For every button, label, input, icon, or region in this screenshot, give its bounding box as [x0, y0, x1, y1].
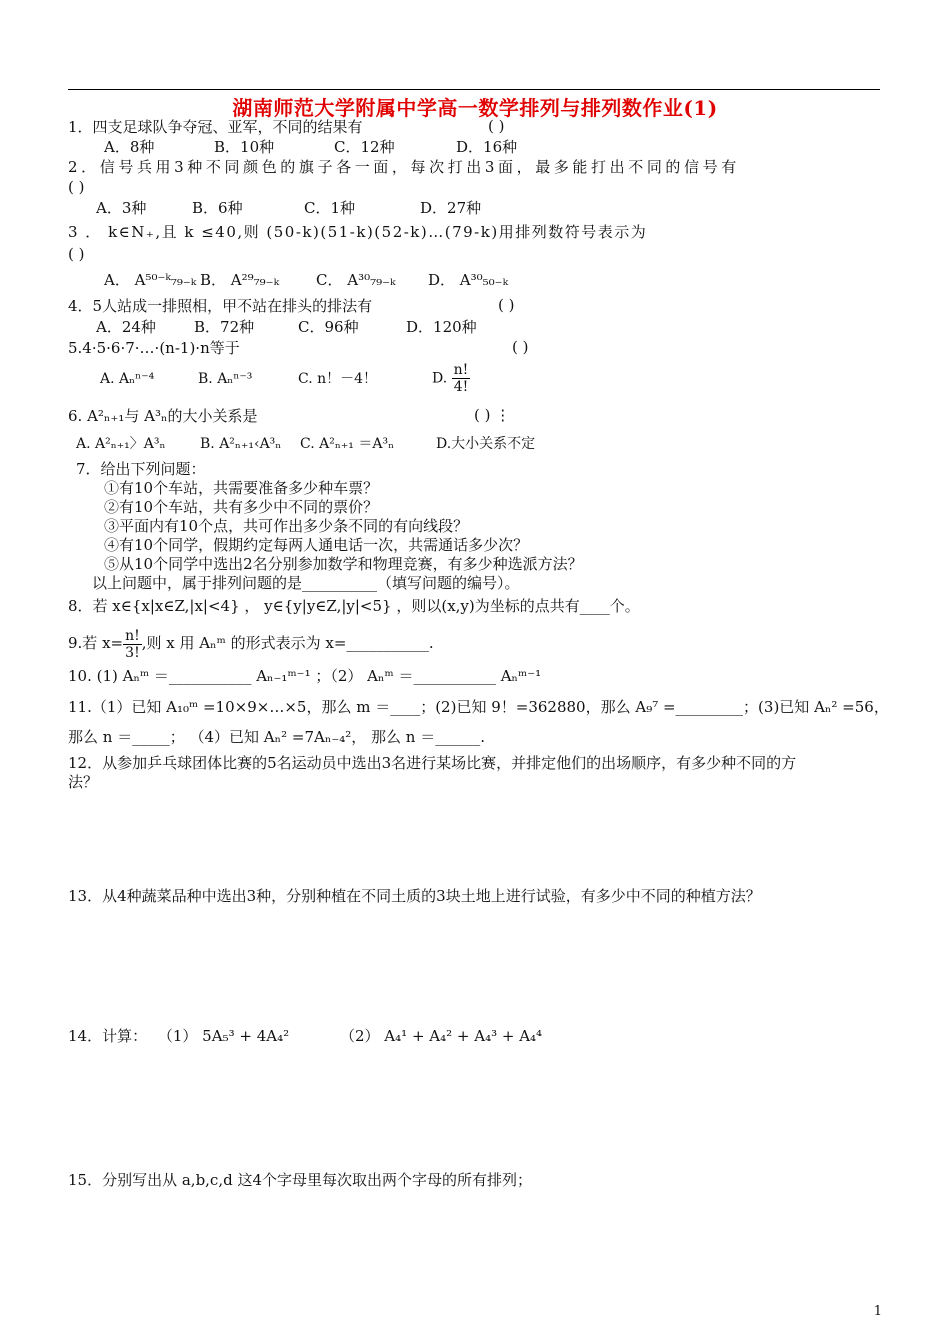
page-number: 1 [873, 1304, 882, 1319]
question-6: 6. A²ₙ₊₁与 A³ₙ的大小关系是 [68, 407, 258, 425]
question-1: 1．四支足球队争夺冠、亚军，不同的结果有 [68, 118, 363, 136]
question-2-options [96, 198, 481, 218]
option-b: B. A²ₙ₊₁‹A³ₙ [200, 436, 282, 452]
question-2-answer-paren: ( ) [68, 178, 85, 196]
option-b: B. Aₙⁿ⁻³ [198, 370, 253, 387]
question-8: 8．若 x∈{x|x∈Z,|x|<4} ， y∈{y|y∈Z,|y|<5} ，则以(x,y)为坐标的点共有____个。 [68, 597, 640, 615]
option-d: D． A³⁰₅₀₋ₖ [428, 271, 509, 289]
question-9-fraction: $\frac{n!}{3!}$ [125, 627, 140, 661]
question-3-answer-paren: ( ) [68, 245, 85, 263]
option-a: A．8种 [104, 138, 155, 156]
option-b: B．10种 [214, 138, 275, 156]
option-c: C．1种 [304, 199, 356, 217]
question-11-line-2: 那么 n ＝_____； （4）已知 Aₙ² =7Aₙ₋₄²， 那么 n ＝______. [68, 728, 485, 746]
option-c: C． A³⁰₇₉₋ₖ [316, 271, 396, 289]
question-7-item-2: ②有10个车站，共有多少中不同的票价？ [104, 498, 379, 516]
option-d: D. $\frac{n!}{4!}$ [432, 362, 469, 395]
question-7-item-1: ①有10个车站，共需要准备多少种车票？ [104, 479, 379, 497]
question-12-line-2: 法？ [68, 773, 99, 791]
question-5: 5.4·5·6·7·…·(n-1)·n等于 [68, 339, 240, 357]
question-14-label: 14．计算： [68, 1027, 148, 1045]
question-7-item-5: ⑤从10个同学中选出2名分别参加数学和物理竞赛，有多少种选派方法？ [104, 555, 583, 573]
page-title: 湖南师范大学附属中学高一数学排列与排列数作业(1) [232, 96, 718, 120]
option-d: D．120种 [406, 318, 477, 336]
question-6-answer-paren: ( ) ⋮ [474, 406, 511, 424]
question-14 [68, 1026, 289, 1046]
question-1-options [104, 137, 517, 157]
question-3: 3 ． k∈N₊,且 k ≤40,则 (50-k)(51-k)(52-k)…(79-k)用排列数符号表示为 [68, 223, 648, 241]
option-c: C．96种 [298, 318, 359, 336]
option-d: D．16种 [456, 138, 518, 156]
option-d: D.大小关系不定 [436, 436, 536, 452]
header-rule [68, 89, 880, 90]
question-7-conclusion: 以上问题中，属于排列问题的是__________（填写问题的编号）。 [92, 574, 520, 592]
question-7-item-4: ④有10个同学，假期约定每两人通电话一次，共需通话多少次？ [104, 536, 529, 554]
question-12-line-1: 12．从参加乒乓球团体比赛的5名运动员中选出3名进行某场比赛，并排定他们的出场顺序，有多少种不同的方 [68, 754, 797, 772]
question-3-options [104, 270, 508, 290]
question-10: 10. (1) Aₙᵐ ＝___________ Aₙ₋₁ᵐ⁻¹ ；（2） Aₙᵐ ＝___________ Aₙᵐ⁻¹ [68, 667, 542, 685]
question-13: 13．从4种蔬菜品种中选出3种，分别种植在不同土质的3块土地上进行试验，有多少中不同的种植方法？ [68, 887, 761, 905]
question-14-part-2: （2） A₄¹ + A₄² + A₄³ + A₄⁴ [340, 1027, 543, 1045]
option-d: D．27种 [420, 199, 482, 217]
option-c: C．12种 [334, 138, 395, 156]
question-14-part-1: （1） 5A₅³ + 4A₄² [157, 1027, 290, 1045]
option-a: A. A²ₙ₊₁〉A³ₙ [76, 436, 166, 452]
option-b: B． A²⁹₇₉₋ₖ [200, 271, 280, 289]
option-a: A．24种 [96, 318, 156, 336]
option-a: A． A⁵⁰⁻ᵏ₇₉₋ₖ [104, 271, 197, 289]
question-5-answer-paren: ( ) [512, 338, 529, 356]
question-4-options [96, 317, 477, 337]
question-6-options [76, 434, 535, 454]
question-2: 2．信号兵用3种不同颜色的旗子各一面，每次打出3面，最多能打出不同的信号有 [68, 158, 740, 176]
option-c: C. n！－4！ [298, 370, 378, 387]
question-7-intro: 7．给出下列问题： [76, 460, 206, 478]
question-4: 4．5人站成一排照相，甲不站在排头的排法有 [68, 297, 373, 315]
question-9: 9.若 x= $\frac{n!}{3!}$ ,则 x 用 Aₙᵐ 的形式表示为 x=___________. [68, 627, 434, 661]
option-d-fraction: $\frac{n!}{4!}$ [453, 362, 469, 395]
question-5-options [100, 362, 470, 395]
option-a: A. Aₙⁿ⁻⁴ [100, 370, 155, 387]
question-7-item-3: ③平面内有10个点，共可作出多少条不同的有向线段？ [104, 517, 469, 535]
option-b: B．6种 [192, 199, 243, 217]
question-1-answer-paren: ( ) [488, 117, 505, 135]
option-b: B．72种 [194, 318, 255, 336]
question-4-answer-paren: ( ) [498, 296, 515, 314]
option-a: A．3种 [96, 199, 147, 217]
question-15: 15．分别写出从 a,b,c,d 这4个字母里每次取出两个字母的所有排列； [68, 1171, 533, 1189]
question-11-line-1: 11.（1）已知 A₁₀ᵐ =10×9×…×5，那么 m ＝____；(2)已知 9！=362880，那么 A₉⁷ =_________；(3)已知 Aₙ² =56， [68, 698, 889, 716]
option-c: C. A²ₙ₊₁ ＝A³ₙ [300, 436, 395, 452]
